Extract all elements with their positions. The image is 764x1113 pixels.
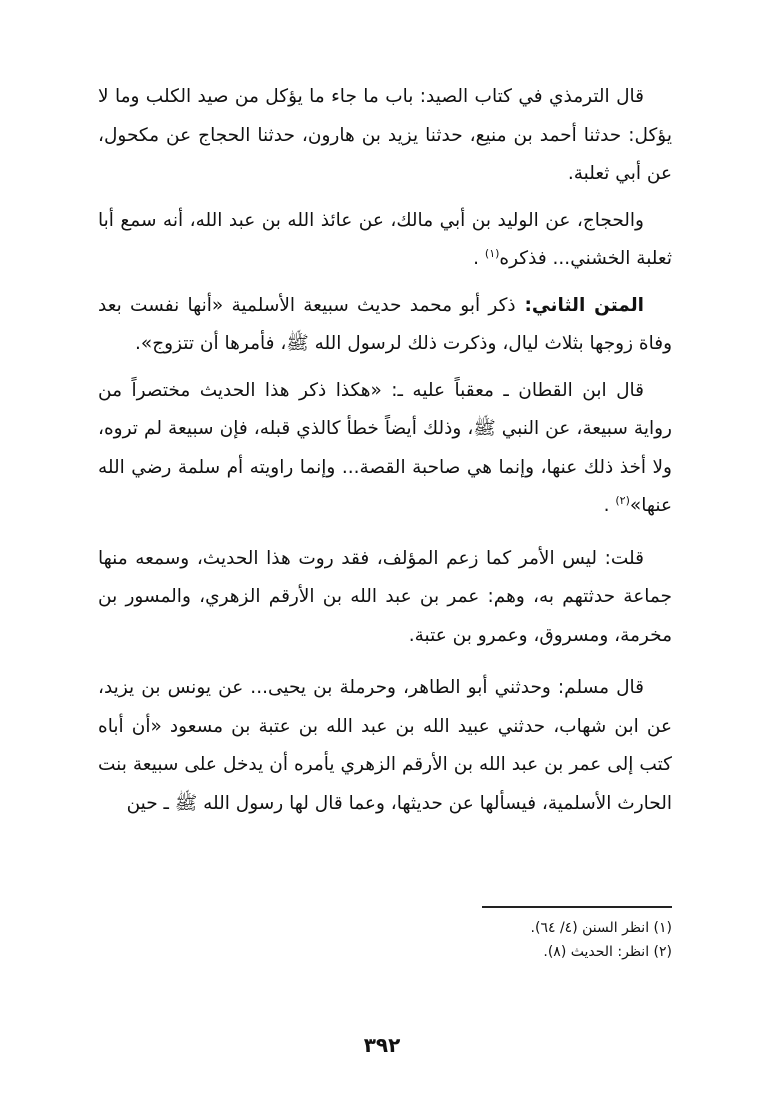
footnote-2: (٢) انظر: الحديث (٨). (543, 944, 672, 960)
page-number: ٣٩٢ (363, 1033, 401, 1057)
paragraph-2-text: والحجاج، عن الوليد بن أبي مالك، عن عائذ الله بن عبد الله، أنه سمع أبا ثعلبة الخشني... فذكره (98, 209, 672, 269)
paragraph-4-text: قال ابن القطان ـ معقباً عليه ـ: «هكذا ذكر هذا الحديث مختصراً من رواية سبيعة، عن النبي ﷺ، وذلك أيضاً خطأ كالذي قبله، فإن سبيعة لم تروه، ولا أخذ ذلك عنها، وإنما هي صاحبة القصة... وإنما راويته أم سلمة رضي الله عنها» (98, 379, 672, 516)
footnotes (380, 916, 672, 964)
paragraph-3 (98, 287, 672, 364)
section-heading-second-text: المتن الثاني: (515, 294, 644, 316)
paragraph-1 (98, 78, 672, 194)
paragraph-4-tail: . (603, 495, 616, 516)
paragraph-2 (98, 202, 672, 279)
main-text (98, 78, 672, 831)
paragraph-5 (98, 540, 672, 656)
footnote-ref-2[interactable]: (٢) (615, 493, 630, 507)
paragraph-5-text: قلت: ليس الأمر كما زعم المؤلف، فقد روت هذا الحديث، وسمعه منها جماعة حدثتهم به، وهم: عمر بن عبد الله بن الأرقم الزهري، والمسور بن مخرمة، ومسروق، وعمرو بن عتبة. (98, 547, 672, 646)
footnote-ref-1[interactable]: (١) (484, 246, 500, 260)
footnote-divider (482, 906, 672, 908)
paragraph-6-text: قال مسلم: وحدثني أبو الطاهر، وحرملة بن يحيى... عن يونس بن يزيد، عن ابن شهاب، حدثني عبيد الله بن عبد الله بن عتبة بن مسعود «أن أباه كتب إلى عمر بن عبد الله بن الأرقم الزهري يأمره أن يدخل على سبيعة بنت الحارث الأسلمية، فيسألها عن حديثها، وعما قال لها رسول الله ﷺ ـ حين (98, 677, 672, 814)
paragraph-4 (98, 372, 672, 526)
paragraph-2-tail: . (473, 248, 485, 269)
paragraph-1-text: قال الترمذي في كتاب الصيد: باب ما جاء ما يؤكل من صيد الكلب وما لا يؤكل: حدثنا أحمد بن منيع، حدثنا يزيد بن هارون، حدثنا الحجاج عن مكحول، عن أبي ثعلبة. (98, 86, 672, 184)
paragraph-3-text: ذكر أبو محمد حديث سبيعة الأسلمية «أنها نفست بعد وفاة زوجها بثلاث ليال، وذكرت ذلك لرسول الله ﷺ، فأمرها أن تتزوج». (98, 294, 672, 354)
paragraph-6 (98, 669, 672, 823)
footnote-1: (١) انظر السنن (٤/ ٦٤). (530, 920, 672, 936)
